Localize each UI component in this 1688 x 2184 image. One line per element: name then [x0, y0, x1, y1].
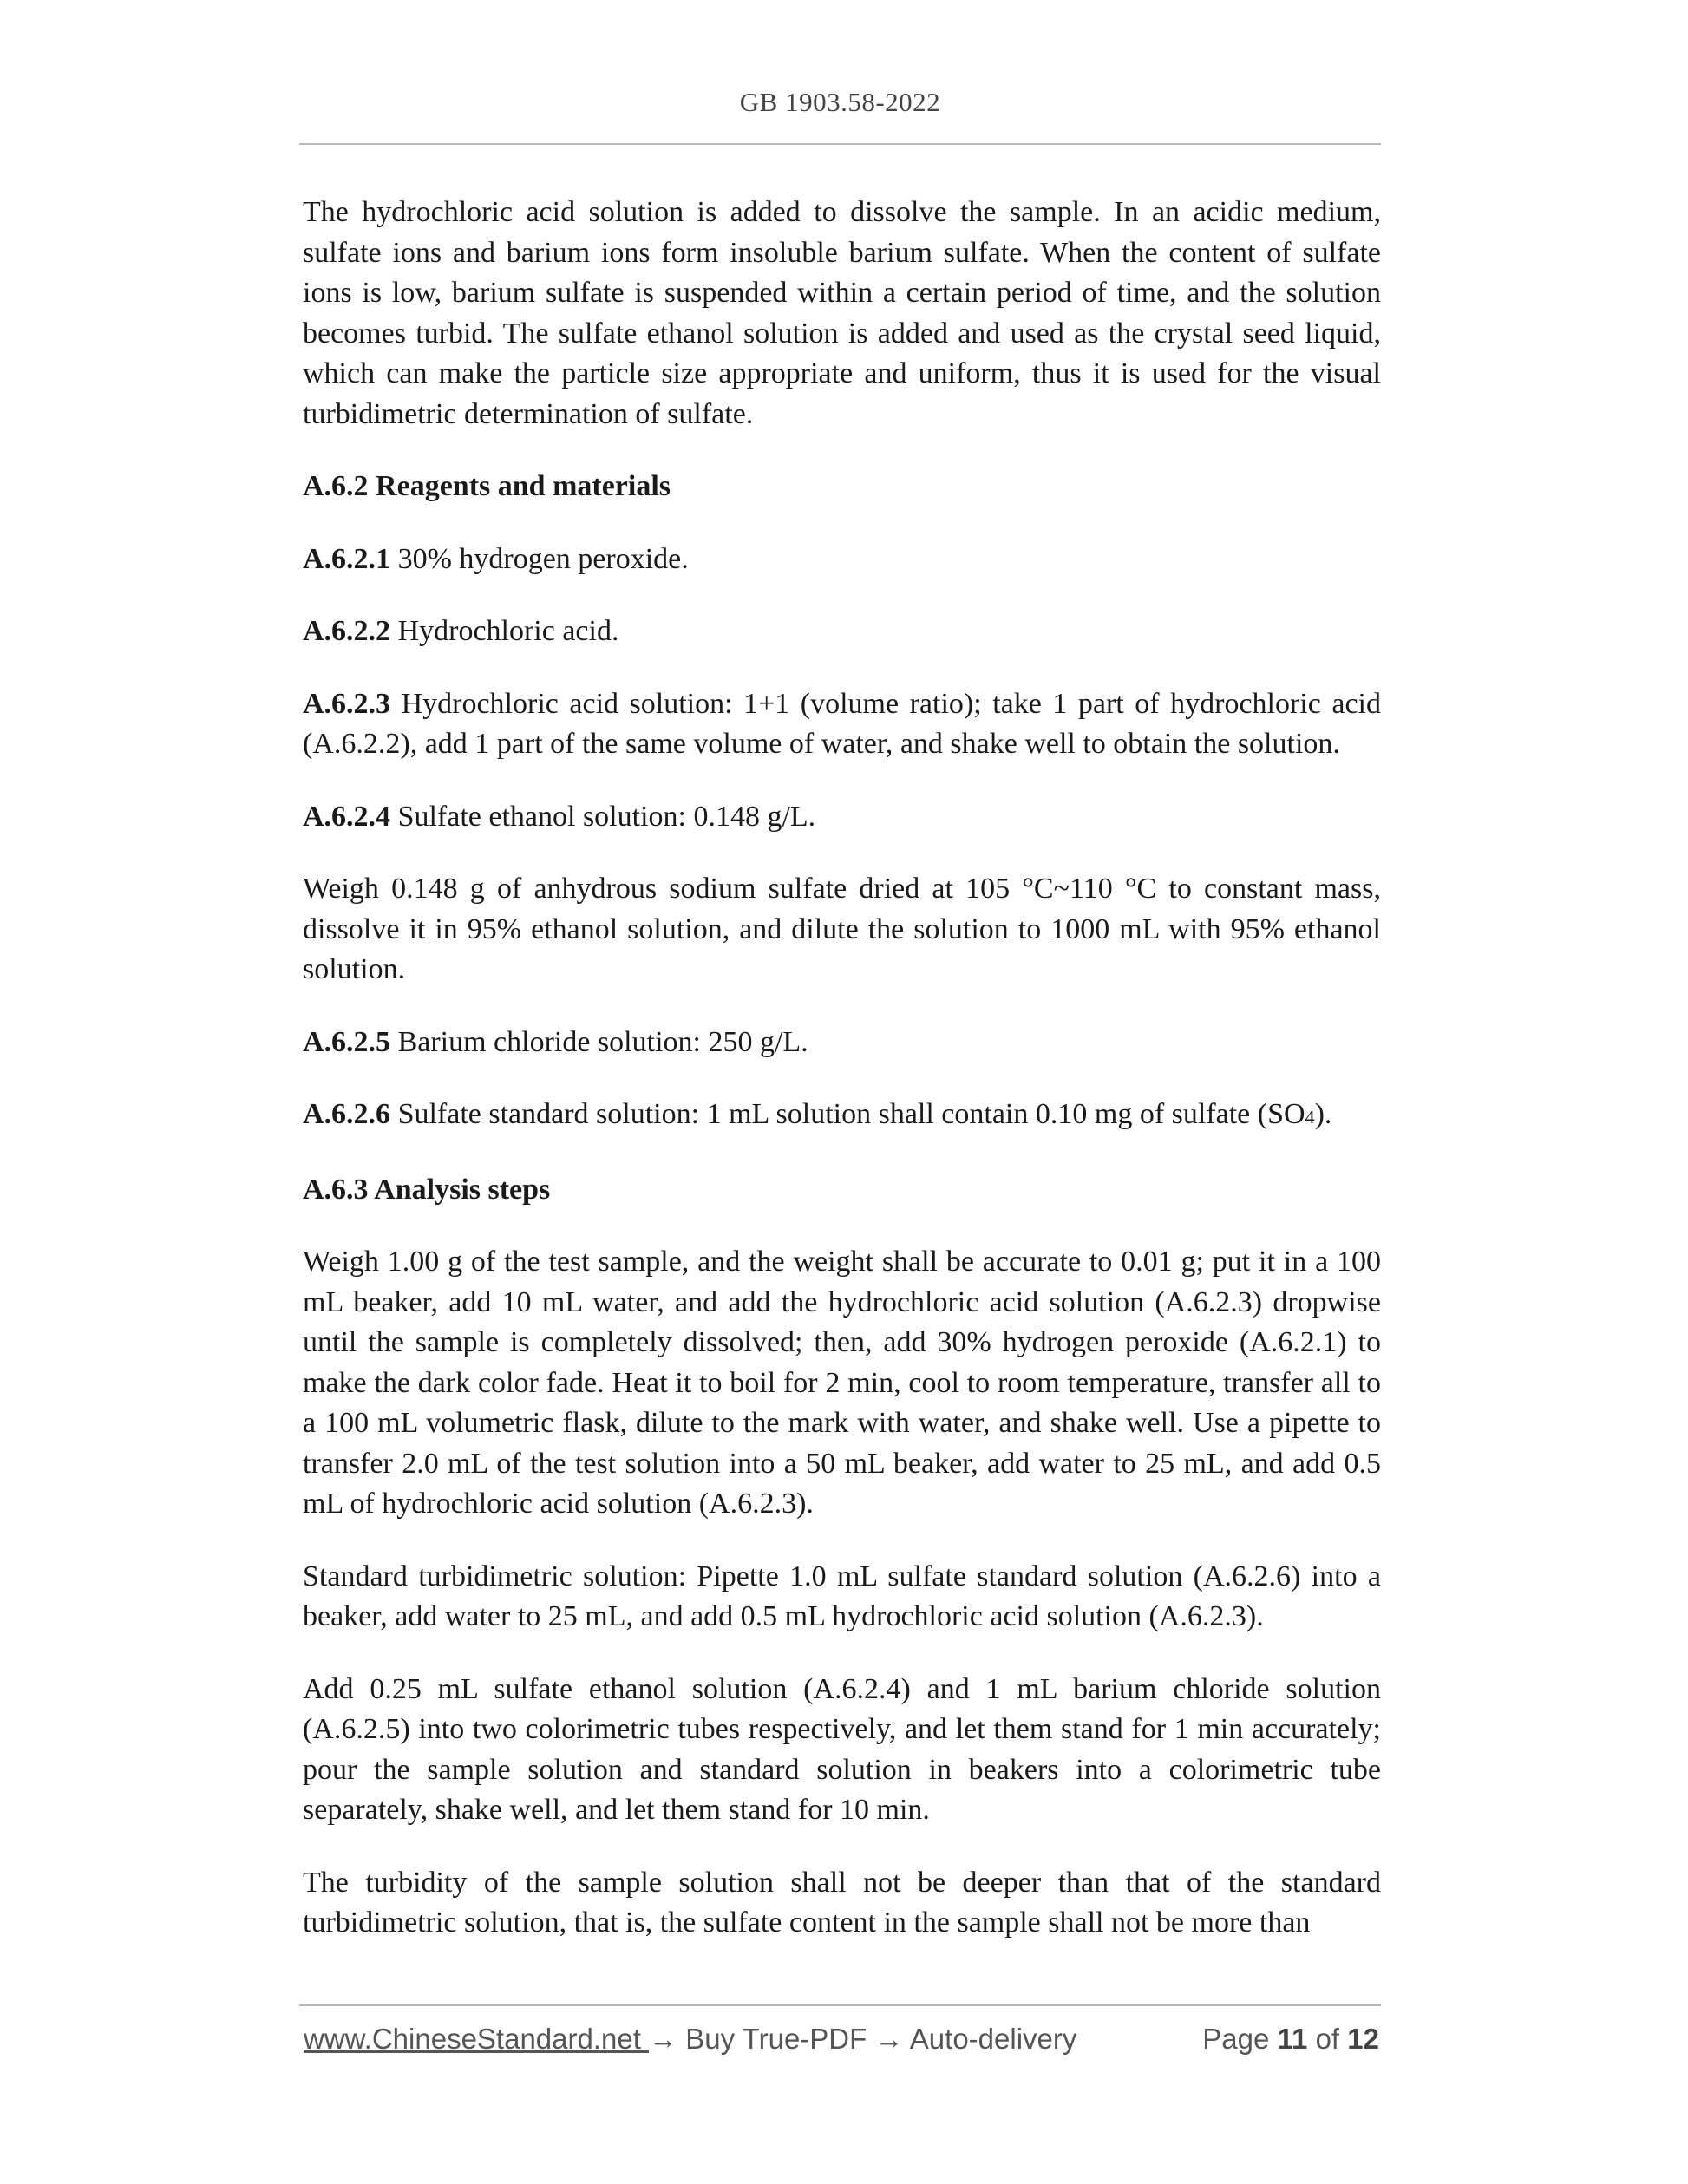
page-footer [304, 2023, 1381, 2061]
clause-a624-detail: Weigh 0.148 g of anhydrous sodium sulfate dried at 105 °C~110 °C to constant mass, dissolve it in 95% ethanol solution, and dilute the solution to 1000 mL with 95% ethanol solution. [303, 873, 1381, 985]
clause-text-end: ). [1314, 1098, 1332, 1130]
document-code-header: GB 1903.58-2022 [739, 87, 941, 117]
clause-text: Sulfate ethanol solution: 0.148 g/L. [390, 800, 816, 833]
page-body [303, 193, 1381, 1976]
clause-text: 30% hydrogen peroxide. [390, 542, 689, 575]
analysis-step-3: Add 0.25 mL sulfate ethanol solution (A.6.2.4) and 1 mL barium chloride solution (A.6.2.5) into two colorimetric tubes respectively, and let them stand for 1 min accurately; pour the sample solution and standard solution in beakers into a colorimetric tube separately, shake well, and let them stand for 10 min. [303, 1672, 1381, 1826]
page-number [1202, 2023, 1379, 2056]
clause-text: Sulfate standard solution: 1 mL solution shall contain 0.10 mg of sulfate (SO [390, 1098, 1305, 1130]
chinesestandard-link[interactable]: www.ChineseStandard.net [304, 2023, 650, 2055]
clause-a622 [303, 611, 1381, 652]
footer-left [304, 2023, 1076, 2056]
subscript-4: 4 [1305, 1106, 1315, 1128]
clause-a626 [303, 1095, 1381, 1138]
analysis-step-4: The turbidity of the sample solution shall not be deeper than that of the standard turbidimetric solution, that is, the sulfate content in the sample shall not be more than [303, 1866, 1381, 1939]
clause-a624 [303, 797, 1381, 838]
page-total: 12 [1347, 2023, 1379, 2055]
clause-number: A.6.2.1 [303, 542, 391, 575]
footer-tagline: → Buy True-PDF → Auto-delivery [649, 2023, 1077, 2055]
header-divider [299, 143, 1381, 145]
page-of: of [1315, 2023, 1340, 2055]
analysis-step-2: Standard turbidimetric solution: Pipette 1.0 mL sulfate standard solution (A.6.2.6) into a beaker, add water to 25 mL, and add 0.5 mL hydrochloric acid solution (A.6.2.3). [303, 1560, 1381, 1632]
clause-text: Barium chloride solution: 250 g/L. [390, 1025, 808, 1058]
clause-number: A.6.2.6 [303, 1098, 391, 1130]
clause-a623 [303, 684, 1381, 765]
analysis-step-1: Weigh 1.00 g of the test sample, and the weight shall be accurate to 0.01 g; put it in a 100 mL beaker, add 10 mL water, and add the hydrochloric acid solution (A.6.2.3) dropwise until the sample is completely dissolved; then, add 30% hydrogen peroxide (A.6.2.1) to make the dark color fade. Heat it to boil for 2 min, cool to room temperature, transfer all to a 100 mL volumetric flask, dilute to the mark with water, and shake well. Use a pipette to transfer 2.0 mL of the test solution into a 50 mL beaker, add water to 25 mL, and add 0.5 mL of hydrochloric acid solution (A.6.2.3). [303, 1246, 1381, 1520]
clause-number: A.6.2.5 [303, 1025, 391, 1058]
footer-divider [299, 2004, 1381, 2006]
clause-a621 [303, 539, 1381, 580]
clause-number: A.6.2.4 [303, 800, 391, 833]
clause-text: Hydrochloric acid solution: 1+1 (volume ratio); take 1 part of hydrochloric acid (A.6.2.2), add 1 part of the same volume of water, and shake well to obtain the solution. [303, 687, 1381, 760]
intro-paragraph: The hydrochloric acid solution is added to dissolve the sample. In an acidic medium, sulfate ions and barium ions form insoluble barium sulfate. When the content of sulfate ions is low, barium sulfate is suspended within a certain period of time, and the solution becomes turbid. The sulfate ethanol solution is added and used as the crystal seed liquid, which can make the particle size appropriate and uniform, thus it is used for the visual turbidimetric determination of sulfate. [303, 196, 1381, 430]
clause-number: A.6.2.3 [303, 687, 391, 720]
clause-number: A.6.2.2 [303, 615, 391, 647]
page-label: Page [1202, 2023, 1270, 2055]
page-current: 11 [1277, 2023, 1308, 2055]
clause-a625 [303, 1023, 1381, 1063]
clause-text: Hydrochloric acid. [390, 615, 619, 647]
section-heading-analysis-steps: A.6.3 Analysis steps [303, 1173, 551, 1206]
section-heading-reagents: A.6.2 Reagents and materials [303, 470, 671, 502]
